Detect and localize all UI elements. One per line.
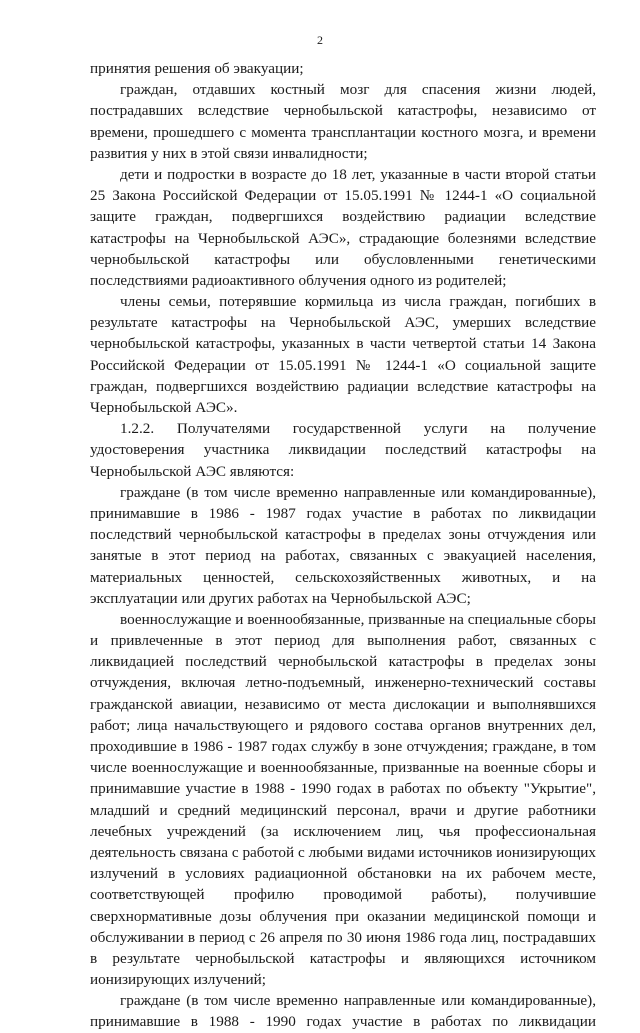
text-line: работ; лица начальствующего и рядового состава органов внутренних дел, — [90, 716, 596, 734]
text-line: 25 Закона Российской Федерации от 15.05.1991 № 1244-1 «О социальной — [90, 187, 596, 205]
text-line: чернобыльской катастрофы, указанных в части четвертой статьи 14 Закона — [90, 335, 596, 353]
text-line: принимавшие в 1986 - 1987 годах участие в работах по ликвидации — [90, 504, 596, 522]
text-line: граждан, отдавших костный мозг для спасения жизни людей, — [120, 81, 596, 99]
text-line: последствий чернобыльской катастрофы в пределах зоны отчуждения или — [90, 526, 596, 544]
text-line: граждане (в том числе временно направленные или командированные), — [120, 483, 596, 501]
text-line: пострадавших вследствие чернобыльской катастрофы, независимо от — [90, 102, 596, 120]
text-line: занятые в этот период на работах, связанных с эвакуацией населения, — [90, 547, 596, 565]
paragraph — [90, 164, 596, 291]
text-line: граждан, подвергшихся воздействию радиации вследствие катастрофы на — [90, 377, 596, 395]
text-line: младший и средний медицинский персонал, врачи и другие работники — [90, 801, 596, 819]
text-line: лечебных учреждений (за исключением лиц, чья профессиональная — [90, 822, 596, 840]
text-line: деятельность связана с работой с любыми видами источников ионизирующих — [90, 843, 596, 861]
text-line: развития у них в этой связи инвалидности; — [90, 144, 368, 162]
text-line: Чернобыльской АЭС являются: — [90, 462, 295, 480]
paragraph — [90, 418, 596, 482]
text-line: обслуживании в период с 26 апреля по 30 июня 1986 года лиц, пострадавших — [90, 928, 596, 946]
paragraph — [90, 291, 596, 418]
paragraph — [90, 482, 596, 609]
text-line: Чернобыльской АЭС». — [90, 399, 238, 416]
text-line: принятия решения об эвакуации; — [90, 60, 304, 77]
text-line: последствиями радиоактивного облучения одного из родителей; — [90, 271, 507, 289]
text-line: ионизирующих излучений; — [90, 971, 266, 989]
text-line: дети и подростки в возрасте до 18 лет, указанные в части второй статьи — [120, 165, 596, 183]
paragraph — [90, 609, 596, 990]
text-line: эксплуатации или других работах на Чернобыльской АЭС; — [90, 589, 471, 607]
text-line: в результате чернобыльской катастрофы и являющихся источником — [90, 949, 596, 967]
text-line: сверхнормативные дозы облучения при оказании медицинской помощи и — [90, 907, 596, 925]
text-line: результате катастрофы на Чернобыльской АЭС, умерших вследствие — [90, 314, 596, 332]
text-line: Российской Федерации от 15.05.1991 № 1244-1 «О социальной защите — [90, 356, 596, 374]
text-line: ликвидацией последствий чернобыльской катастрофы в пределах зоны — [90, 653, 596, 671]
text-line: принимавшие в 1988 - 1990 годах участие в работах по ликвидации — [90, 1013, 596, 1031]
text-line: гражданской авиации, независимо от места дислокации и выполнявшихся — [90, 695, 596, 713]
text-line: числе военнослужащие и военнообязанные, призванные на военные сборы и — [90, 759, 596, 777]
text-line: отчуждения, включая летно-подъемный, инженерно-технический составы — [90, 674, 596, 692]
text-line: соответствующей профилю проводимой работы), получившие — [90, 886, 596, 904]
text-line: времени, прошедшего с момента трансплантации костного мозга, и времени — [90, 123, 596, 141]
text-line: излучений в условиях радиационной обстановки на их рабочем месте, — [90, 865, 596, 883]
paragraph — [90, 990, 596, 1032]
text-line: защите граждан, подвергшихся воздействию радиации вследствие — [90, 208, 596, 226]
text-line: материальных ценностей, сельскохозяйственных животных, и на — [90, 568, 596, 586]
document-body — [90, 58, 596, 1033]
paragraph — [90, 58, 596, 79]
page-number: 2 — [317, 33, 323, 47]
text-line: принимавшие участие в 1988 - 1990 годах в работах по объекту "Укрытие", — [90, 780, 596, 798]
text-line: 1.2.2. Получателями государственной услуги на получение — [120, 420, 596, 438]
text-line: катастрофы на Чернобыльской АЭС», страдающие болезнями вследствие — [90, 229, 596, 247]
text-line: и привлеченные в этот период для выполнения работ, связанных с — [90, 632, 596, 650]
text-line: военнослужащие и военнообязанные, призванные на специальные сборы — [120, 610, 596, 628]
text-line: граждане (в том числе временно направленные или командированные), — [120, 992, 596, 1010]
text-line: члены семьи, потерявшие кормильца из числа граждан, погибших в — [120, 293, 596, 311]
text-line: проходившие в 1986 - 1987 годах службу в зоне отчуждения; граждане, в том — [90, 738, 596, 755]
paragraph — [90, 79, 596, 164]
text-line: чернобыльской катастрофы или обусловленными генетическими — [90, 250, 596, 268]
text-line: удостоверения участника ликвидации последствий катастрофы на — [90, 441, 596, 459]
